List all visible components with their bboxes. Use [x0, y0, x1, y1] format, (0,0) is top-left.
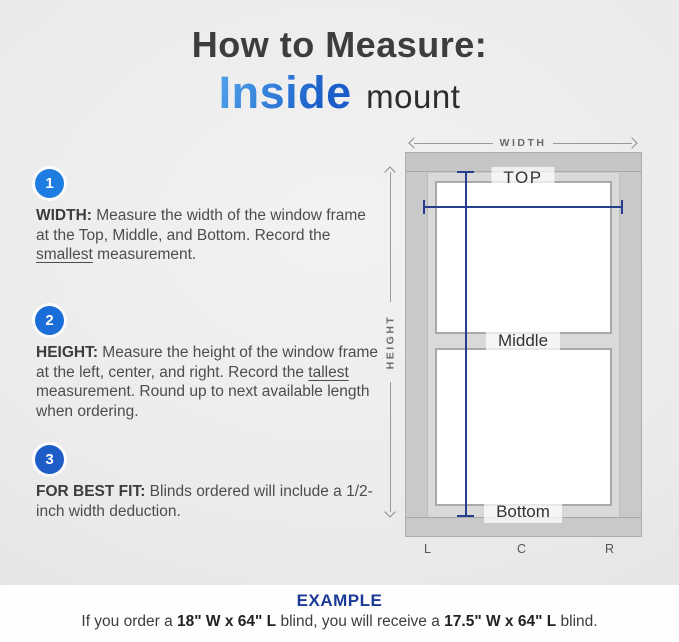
subtitle-highlight: Inside: [218, 67, 352, 118]
step-1: [33, 169, 378, 265]
dimension-line: [553, 143, 632, 144]
step-1-tail: measurement.: [92, 246, 197, 263]
step-1-badge: 1: [35, 169, 64, 198]
height-measure-tick-top: [457, 171, 474, 173]
height-dimension-label: HEIGHT: [384, 314, 397, 370]
step-2-underlined: tallest: [308, 363, 349, 381]
step-2-tail: measurement. Round up to next available length when ordering.: [36, 383, 370, 420]
label-bottom: Bottom: [484, 501, 562, 523]
step-2-label: HEIGHT:: [36, 344, 98, 361]
height-measure-line: [465, 172, 467, 517]
step-3-label: FOR BEST FIT:: [36, 483, 146, 500]
step-2-body: Measure the height of the window frame at the left, center, and right. Record the: [36, 344, 379, 381]
dimension-line: [390, 382, 391, 512]
example-text-before: If you order a: [81, 613, 178, 630]
step-3: [33, 445, 378, 521]
page-subtitle: [0, 67, 679, 119]
example-text: [0, 613, 679, 631]
arrow-down-icon: [384, 506, 395, 517]
step-1-text: [33, 206, 378, 265]
width-measure-line: [424, 206, 622, 208]
step-1-underlined: smallest: [36, 246, 93, 263]
axis-label-left: L: [424, 542, 432, 556]
width-measure-tick-right: [621, 200, 623, 214]
arrow-left-icon: [408, 137, 419, 148]
step-3-badge: 3: [35, 445, 64, 474]
window-pane-top: [435, 181, 612, 334]
subtitle-suffix: mount: [366, 78, 461, 115]
width-dimension-label: WIDTH: [499, 137, 547, 149]
example-order-size: 18" W x 64" L: [177, 613, 277, 630]
arrow-right-icon: [626, 137, 637, 148]
example-text-after: blind.: [556, 613, 598, 630]
height-measure-tick-bottom: [457, 515, 474, 517]
label-middle: Middle: [486, 330, 560, 352]
step-2: [33, 306, 378, 421]
dimension-line: [390, 172, 391, 302]
step-1-body: Measure the width of the window frame at the Top, Middle, and Bottom. Record the: [36, 207, 366, 244]
axis-label-right: R: [604, 542, 616, 556]
step-3-body: Blinds ordered will include a 1/2-inch width deduction.: [36, 483, 373, 520]
step-1-label: WIDTH:: [36, 207, 92, 224]
example-section: [0, 585, 679, 642]
example-receive-size: 17.5" W x 64" L: [444, 613, 557, 630]
arrow-up-icon: [384, 166, 395, 177]
page-title: How to Measure:: [191, 24, 488, 65]
height-dimension: [382, 168, 398, 516]
axis-label-center: C: [516, 542, 528, 556]
window-pane-bottom: [435, 348, 612, 506]
example-text-middle: blind, you will receive a: [276, 613, 445, 630]
label-top: TOP: [491, 167, 554, 189]
step-2-text: [33, 343, 378, 421]
width-measure-tick-left: [423, 200, 425, 214]
title-block: [0, 24, 679, 119]
step-3-text: [33, 482, 378, 521]
example-heading: EXAMPLE: [296, 591, 383, 610]
step-2-badge: 2: [35, 306, 64, 335]
dimension-line: [414, 143, 493, 144]
width-dimension: [410, 136, 636, 150]
